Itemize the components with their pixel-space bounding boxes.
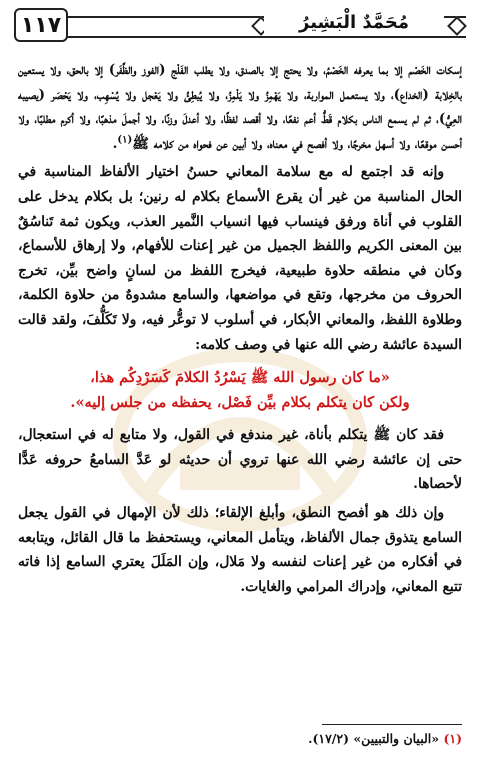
paragraph: فقد كان ﷺ يتكلم بأناة، غير مندفع في القول، ولا متابع له في استعجال، حتى إن عائشة رضي الله عنها تروي أن حديثه لو عَدَّ السامعُ حروفه عَدًّا لأحصاها. [18, 427, 462, 493]
paragraph-text: إسكات الخَصْم إلا بما يعرفه الخَصْمُ، ولا يحتج إلا بالصدق، ولا يطلب الفَلْج (الفوز والظَّفَر) إلا بالحق، ولا يستعين بالخِلابة (الخداع)، ولا يستعمل المواربة، ولا يَهْمِزُ ولا يَلْمِزُ، ولا يُبطِئُ ولا يَعْجل ولا يُسْهِب، ولا يَحْصَر (يصيبه العِيُّ)، ثم لم يسمع الناس بكلام قَطُّ أعم نفعًا، ولا أقصد لفظًا، ولا أعدلَ وزنًا، ولا أجملَ مذهبًا، ولا أكرم مطلبًا، ولا أحسن موقعًا، ولا أسهل مخرجًا، ولا أفصح في معناه، ولا أبين عن فحواه من كلامه ﷺ [18, 62, 462, 152]
page-header [14, 6, 466, 44]
footnote-text: «البيان والتبيين» (١٧/٢). [308, 731, 440, 746]
running-title: مُحَمَّدٌ الْبَشِيرُ [264, 8, 444, 36]
paragraph: وإن ذلك هو أفصح النطق، وأبلغ الإلقاء؛ ذلك لأن الإمهال في القول يجعل السامع يتذوق جمال الألفاظ، ويتأمل المعاني، ويستحفظ ما قال القائل، ويتابعه في أفكاره من غير إعنات لنفسه ولا مَلال، وإن المَلَلَ يعتري السامع إذا فاته تتبع المعاني، وإدراك المرامي والغايات. [18, 504, 462, 595]
main-text [18, 58, 462, 603]
paragraph: وإنه قد اجتمع له مع سلامة المعاني حسنُ اختيار الألفاظ المناسبة في الحال المناسبة من غير أن يقرع الأسماع بكلام له رنين؛ بل بكلام يدخل على القلوب في أناة ورفق فينساب فيها انسياب النَّمير العذب، ويكون ثمة تَناسُقٌ بين المعنى الكريم واللفظ الجميل من غير إعنات للأفهام، ولا إرهاق للأسماع، وكان في منطقه حلاوة طبيعية، فيخرج اللفظ من لسانٍ واضح بيِّن، تخرج الحروف من مخرجها، وتقع في مواضعها، والسامع مشدوهٌ من حلاوة الكلمة، وطلاوة اللفظ، والمعاني الأبكار، في أسلوب لا توعُّر فيه، ولا تَكَلُّفَ، ولقد قالت السيدة عائشة رضي الله عنها في وصف كلامه: [18, 164, 462, 353]
quote-line-1: «ما كان رسول الله ﷺ يَسْرُدُ الكلامَ كَسَرْدِكُم هذا، [90, 369, 390, 387]
footnote-rule [322, 724, 462, 725]
page-number: ١١٧ [14, 8, 68, 42]
footnote-number: (١) [443, 731, 462, 746]
footnote [18, 731, 462, 746]
paragraph: إسكات الخَصْم إلا بما يعرفه الخَصْمُ، ولا يحتج إلا بالصدق، ولا يطلب الفَلْج (الفوز والظَّفَر) إلا بالحق، ولا يستعين بالخِلابة (الخداع)، ولا يستعمل المواربة، ولا يَهْمِزُ ولا يَلْمِزُ، ولا يُبطِئُ ولا يَعْجل ولا يُسْهِب، ولا يَحْصَر (يصيبه العِيُّ)، ثم لم يسمع الناس بكلام قَطُّ أعم نفعًا، ولا أقصد لفظًا، ولا أعدلَ وزنًا، ولا أجملَ مذهبًا، ولا أكرم مطلبًا، ولا أحسن موقعًا، ولا أسهل مخرجًا، ولا أفصح في معناه، ولا أبين عن فحواه من كلامه ﷺ$^{(١)}$. [18, 62, 462, 152]
footnote-marker: (١) [117, 134, 133, 146]
hadith-quote [18, 365, 462, 415]
quote-line-2: ولكن كان يتكلم بكلام بيِّن فَصْل، يحفظه من جلس إليه». [70, 394, 410, 412]
